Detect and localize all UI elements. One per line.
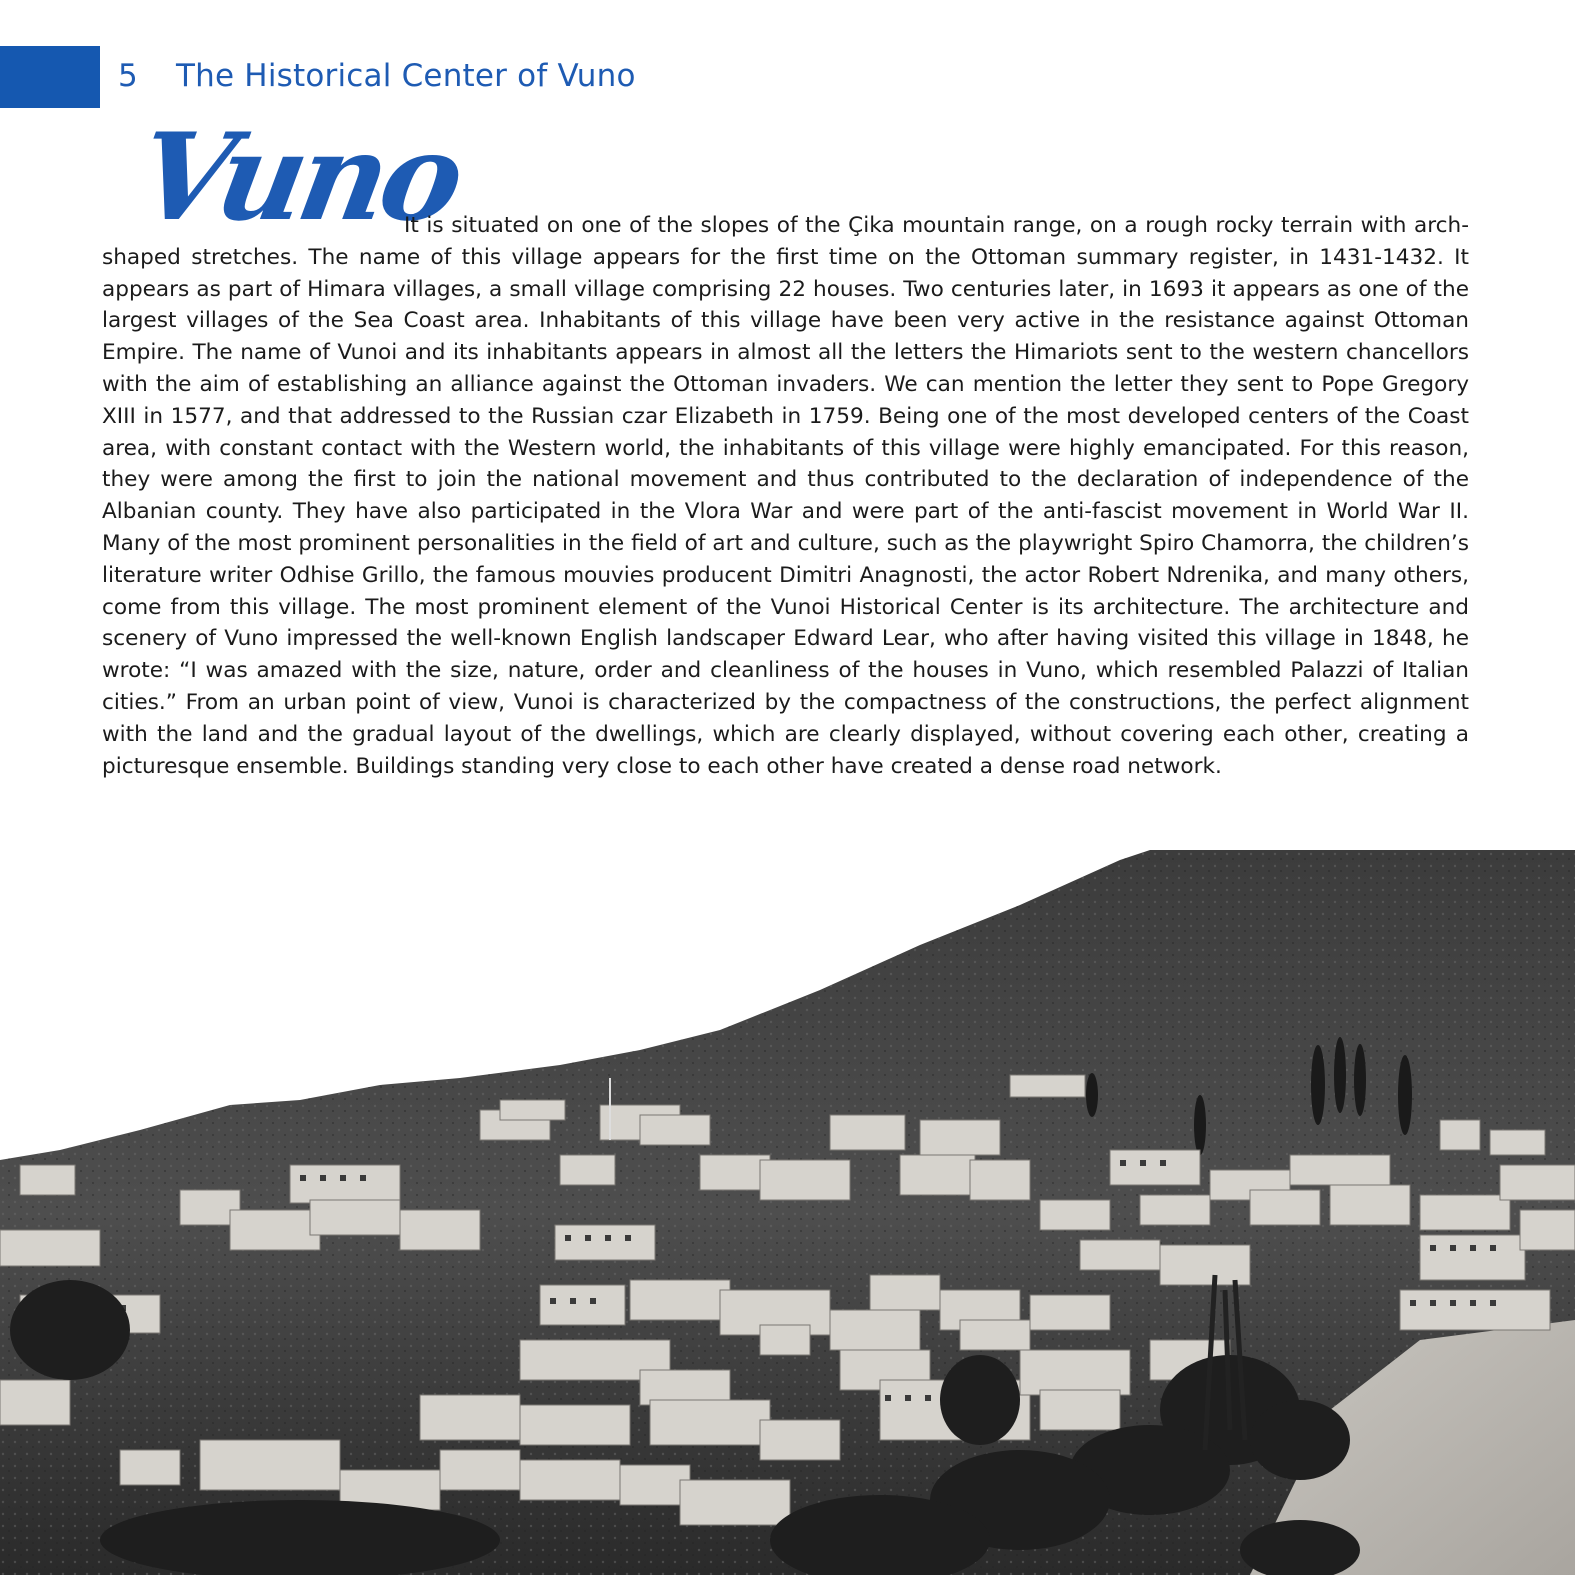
article-body <box>102 210 1469 782</box>
article-body-text: It is situated on one of the slopes of the Çika mountain range, on a rough rocky terrain with arch-shaped stretches. The name of this village appears for the first time on the Ottoman summary register, in 1431-1432. It appears as part of Himara villages, a small village comprising 22 houses. Two centuries later, in 1693 it appears as one of the largest villages of the Sea Coast area. Inhabitants of this village have been very active in the resistance against Ottoman Empire. The name of Vunoi and its inhabitants appears in almost all the letters the Himariots sent to the western chancellors with the aim of establishing an alliance against the Ottoman invaders. We can mention the letter they sent to Pope Gregory XIII in 1577, and that addressed to the Russian czar Elizabeth in 1759. Being one of the most developed centers of the Coast area, with constant contact with the Western world, the inhabitants of this village were highly emancipated. For this reason, they were among the first to join the national movement and thus contributed to the declaration of independence of the Albanian county. They have also participated in the Vlora War and were part of the anti-fascist movement in World War II. Many of the most prominent personalities in the field of art and culture, such as the playwright Spiro Chamorra, the children’s literature writer Odhise Grillo, the famous mouvies producent Dimitri Anagnosti, the actor Robert Ndrenika, and many others, come from this village. The most prominent element of the Vunoi Historical Center is its architecture. The architecture and scenery of Vuno impressed the well-known English landscaper Edward Lear, who after having visited this village in 1848, he wrote: “I was amazed with the size, nature, order and cleanliness of the houses in Vuno, which resembled Palazzi of Italian cities.” From an urban point of view, Vunoi is characterized by the compactness of the constructions, the perfect alignment with the land and the gradual layout of the dwellings, which are clearly displayed, without covering each other, creating a picturesque ensemble. Buildings standing very close to each other have created a dense road network. <box>102 213 1469 779</box>
header-color-block <box>0 46 100 108</box>
decorative-script-title: Vuno <box>127 107 469 248</box>
page-number: 5 <box>118 58 138 94</box>
page-title: The Historical Center of Vuno <box>176 58 636 94</box>
title-indent-spacer <box>102 222 404 232</box>
village-photo <box>0 850 1575 1575</box>
